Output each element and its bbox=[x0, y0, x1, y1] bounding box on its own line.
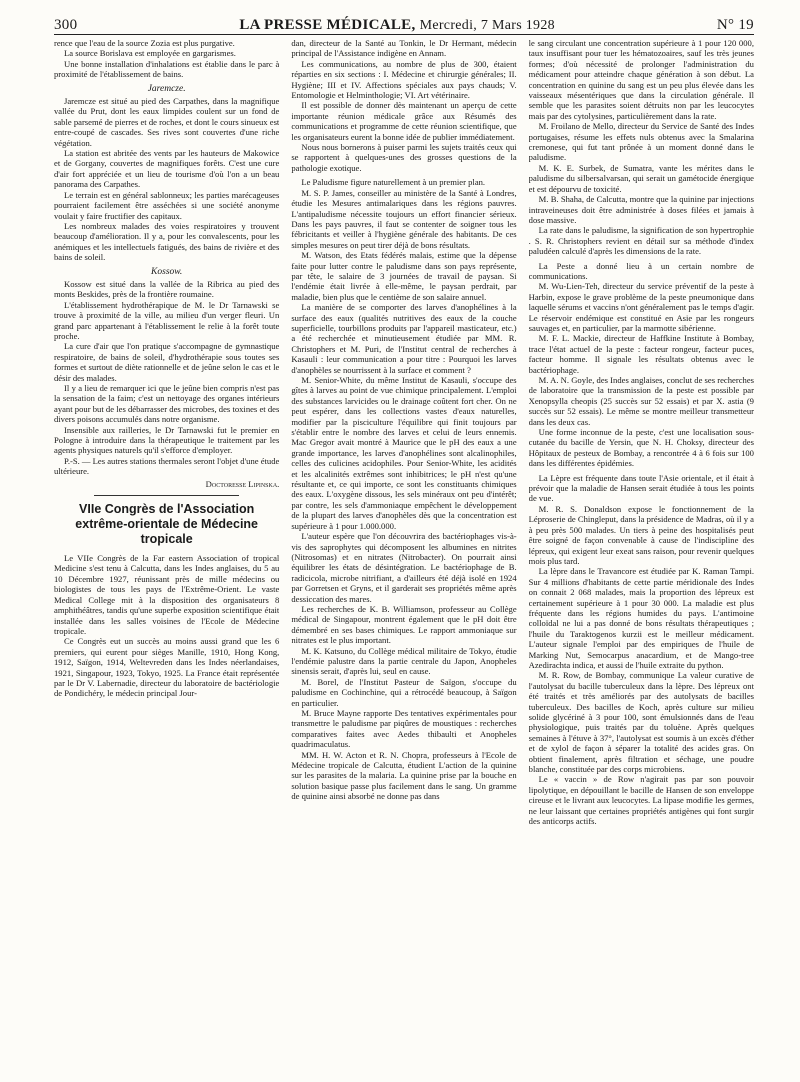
section-heading-jaremcze: Jaremcze. bbox=[147, 83, 186, 94]
paragraph: Le « vaccin » de Row n'agirait pas par son pouvoir lipolytique, en dépouillant le bacille de Hansen de son enveloppe cireuse et le livrant aux leucocytes. La lipase modifie les germes, ne leur laissant que certaines propriétés antigènes qui font surgir des anticorps actifs. bbox=[528, 774, 754, 827]
column-right bbox=[529, 38, 754, 1074]
page-number: 300 bbox=[54, 17, 78, 33]
paragraph: Nous nous bornerons à puiser parmi les sujets traités ceux qui se rapportent à quelques-unes des grosses questions de la pathologie exotique. bbox=[291, 142, 517, 173]
paragraph: La lèpre dans le Travancore est étudiée par K. Raman Tampi. Sur 4 millions d'habitants de cette partie méridionale des Indes on connait 2 068 malades, mais la proportion des lépreux est certainement supérieure à 1 pour 30 000. La maladie est plus fréquente dans les régions humides du pays. L'antimoine colloïdal ne lui a pas donné de bons résultats thérapeutiques ; l'huile du Taraktogenos kurzii est le meilleur médicament. L'auteur signale l'emploi par des empiriques de l'huile de Marking Nut, Semocarpus anacardium, et de Mango-tree Azedirachta indica, et aussi de l'huile extraite du python. bbox=[528, 566, 754, 670]
column-left bbox=[54, 38, 279, 1074]
paragraph: M. R. Row, de Bombay, communique La valeur curative de l'autolysat du bacille tuberculeux dans la lèpre. Des lépreux ont été traités et très améliorés par des autolysats de bacilles tuberculeux. Des bacilles de Koch, après culture sur milieu solide glycériné à 3 pour 100, sont émulsionnés dans de l'eau physiologique, puis traités par du toluène. Après quelques semaines à l'étuve à 37°, l'autolysat est soumis à un excès d'éther et de xylol de façon à séparer la totalité des acides gras. On obtient finalement, après filtration et séchage, une poudre blanche, constituée par des corps microbiens. bbox=[528, 670, 754, 775]
paragraph: Ce Congrès eut un succès au moins aussi grand que les 6 premiers, qui eurent pour sièges Manille, 1910, Hong Kong, 1912, Saïgon, 1914, Weltevreden dans les Indes néerlandaises, 1921, Singapour, 1923, Tokyo, 1925. La France était représentée par le Dr V. Labernadie, directeur du laboratoire de bactériologie de Pondichéry, le médecin principal Jour- bbox=[54, 636, 280, 699]
paragraph: La Peste a donné lieu à un certain nombre de communications. bbox=[528, 260, 754, 281]
paragraph: L'établissement hydrothérapique de M. le Dr Tarnawski se trouve à proximité de la ville, au milieu d'un verger fleuri. Un grand parc appartenant à l'établissement le relie à la forêt toute proche. bbox=[54, 299, 280, 341]
paragraph: le sang circulant une concentration supérieure à 1 pour 120 000, taux insuffisant pour tuer les hématozoaires, sauf les très jeunes formes; d'où nécessité de prolonger l'administration du médicament pour atteindre chaque génération à son début. La concentration en quinine du sang est un peu plus élevée dans les vaisseaux mésentériques que dans la circulation générale. Il semble que les parasites soient détruits non par les leucocytes mais par des cytolysines, particulièrement dans la rate. bbox=[528, 38, 754, 121]
paragraph: Le Paludisme figure naturellement à un premier plan. bbox=[301, 177, 486, 188]
paragraph: rence que l'eau de la source Zozia est plus purgative. bbox=[54, 38, 235, 48]
paragraph: M. A. N. Goyle, des Indes anglaises, conclut de ses recherches de laboratoire que la transmission de la peste est possible par Xenopsylla cheopis (25 succès sur 52 essais) et par X. astia (9 succès sur 52 essais). Le même se montre meilleur transmetteur dans les deux cas. bbox=[528, 375, 754, 427]
paragraph: M. Watson, des Etats fédérés malais, estime que la dépense faite pour lutter contre le paludisme dans son pays représente, par tête, le salaire de 3 journées de travail de paysan. Si l'endémie était livrée à elle-même, le paysan perdrait, par maladie, bien plus que le centième de son salaire annuel. bbox=[291, 250, 517, 302]
paragraph: Kossow est situé dans la vallée de la Ribrica au pied des monts Beskides, près de la frontière roumaine. bbox=[54, 278, 280, 300]
paragraph: Les nombreux malades des voies respiratoires y trouvent beaucoup d'amélioration. Il y a, pour les convalescents, pour les anémiques et les intellectuels fatigués, des bains de rivière et des bains de soleil. bbox=[54, 220, 280, 263]
article-columns bbox=[54, 38, 754, 1074]
running-header bbox=[54, 12, 754, 35]
paragraph: Le terrain est en général sablonneux; les parties marécageuses pourraient facilement être asséchées si une société anonyme voulait y faire fructifier des capitaux. bbox=[54, 189, 280, 221]
postscript: P.-S. — Les autres stations thermales seront l'objet d'une étude ultérieure. bbox=[54, 455, 280, 477]
paragraph: M. Borel, de l'Institut Pasteur de Saïgon, s'occupe du paludisme en Cochinchine, qui a rétrocédé beaucoup, à Saïgon en particulier. bbox=[291, 676, 517, 708]
paragraph: M. Wu-Lien-Teh, directeur du service préventif de la peste à Harbin, expose le grave problème de la peste pneumonique dans laquelle sérums et vaccins n'ont généralement pas le temps d'agir. Le réservoir endémique est constitué en Asie par les rongeurs sauvages et, en particulier, par la marmotte sibérienne. bbox=[528, 281, 754, 333]
congress-title: VIIe Congrès de l'Association extrême-orientale de Médecine tropicale bbox=[75, 502, 259, 547]
paragraph: M. F. L. Mackie, directeur de Haffkine Institute à Bombay, trace l'état actuel de la peste : facteur rongeur, facteur puces, facteur homme. Il signale les résultats obtenus avec le bactériophage. bbox=[528, 333, 754, 375]
author-signature: Doctoresse Lipinska. bbox=[205, 478, 280, 489]
paragraph: La source Borislava est employée en gargarismes. bbox=[64, 48, 236, 59]
paragraph: Une bonne installation d'inhalations est établie dans le parc à proximité de l'établissement de bains. bbox=[54, 58, 280, 80]
paragraph: Les communications, au nombre de plus de 300, étaient réparties en six sections : I. Médecine et chirurgie générales; II. Hygiène; III et IV. Affections spéciales aux pays chauds; V. Entomologie et Helminthologie; VI. Art vétérinaire. bbox=[291, 58, 517, 101]
section-divider bbox=[94, 495, 239, 496]
paragraph: M. Froilano de Mello, directeur du Service de Santé des Indes portugaises, résume les effets nuls obtenus avec la Smalarina cremonese, qui fut tant prônée à un moment donné dans le paludisme. bbox=[528, 121, 754, 163]
paragraph: M. K. Katsuno, du Collège médical militaire de Tokyo, étudie l'endémie palustre dans la partie centrale du Japon, Anopheles sinensis serait, d'après lui, seul en cause. bbox=[291, 645, 517, 677]
journal-name: LA PRESSE MÉDICALE, bbox=[239, 17, 416, 33]
paragraph: La manière de se comporter des larves d'anophélines à la surface des eaux (qualités nutritives des eaux de la couche superficielle, tourbillons produits par l'appareil masticateur, etc.) a été recherchée et minutieusement étudiée par MM. R. Christophers et M. Puri, de l'Institut central de recherches à Kasauli : leur communication a pour titre : Pourquoi les larves d'anophèles se nourrissent à la surface et comment ? bbox=[291, 302, 517, 375]
paragraph: M. K. E. Surbek, de Sumatra, vante les mérites dans le paludisme du silbersalvarsan, qui serait un gamétocide énergique et est dépourvu de toxicité. bbox=[528, 162, 754, 194]
paragraph: La cure d'air que l'on pratique s'accompagne de gymnastique respiratoire, de bains de soleil, d'hydrothérapie sous toutes ses formes et surtout de diète rationnelle et de jeûne selon le cas et le désir des malades. bbox=[54, 341, 280, 383]
paragraph: Une forme inconnue de la peste, c'est une localisation sous-cutanée du bacille de Yersin, que N. H. Choksy, directeur des Hôpitaux de pesteux de Bombay, a rencontrée 4 à 6 fois sur 100 dans les différentes épidémies. bbox=[528, 427, 754, 469]
paragraph: Il est possible de donner dès maintenant un aperçu de cette importante réunion médicale grâce aux Résumés des communications et programme de cette réunion scientifique, que les organisateurs eurent la bonne idée de publier immédiatement. bbox=[291, 100, 517, 142]
column-middle bbox=[291, 38, 516, 1074]
paragraph: La Lèpre est fréquente dans toute l'Asie orientale, et il était à prévoir que la maladie de Hansen serait étudiée à tous les points de vue. bbox=[528, 472, 754, 504]
paragraph: Les recherches de K. B. Williamson, professeur au Collège médical de Singapour, montrent également que le pH doit être démembré en ses bases chimiques. Le rapport ammoniaque sur nitrates est le plus important. bbox=[291, 603, 517, 646]
issue-date: Mercredi, 7 Mars 1928 bbox=[419, 18, 555, 33]
paragraph: Insensible aux railleries, le Dr Tarnawski fut le premier en Pologne à introduire dans la thérapeutique le traitement par les agents physiques naturels qu'il s'efforce d'employer. bbox=[54, 424, 280, 456]
paragraph: M. R. S. Donaldson expose le fonctionnement de la Léproserie de Chingleput, dans la présidence de Madras, où il y a à peu près 500 malades. Un tiers à peine des hospitalisés peut être soigné de façon convenable à cause de l'indiscipline des lépreux, qui exigent leur exeat sans raison, pour revenir quelques mois plus tard. bbox=[528, 503, 754, 566]
journal-title bbox=[239, 17, 555, 34]
issue-number: N° 19 bbox=[716, 17, 754, 33]
paragraph: MM. H. W. Acton et R. N. Chopra, professeurs à l'Ecole de Médecine tropicale de Calcutta, étudient L'action de la quinine sur les parasites de la malaria. La quinine prise par la bouche en solution basique passe plus facilement dans le sang. Un gramme de quinine ainsi absorbé ne donne pas dans bbox=[291, 749, 517, 802]
section-heading-kossow: Kossow. bbox=[151, 266, 183, 277]
paragraph: M. B. Shaha, de Calcutta, montre que la quinine par injections intraveineuses doit être administrée à doses filées et jamais à dose massive. bbox=[528, 194, 754, 225]
paragraph: M. S. P. James, conseiller au ministère de la Santé à Londres, étudie les Mesures antimalariques dans les régions pauvres. L'antipaludisme nécessite toujours un effort financier sérieux. Dans les pays pauvres, il faut se contenter de soigner tous les fébricitants et veiller à l'hygiène générale des habitants. De ces simples mesures on peut tirer déjà de bons résultats. bbox=[291, 187, 517, 250]
paragraph: La rate dans le paludisme, la signification de son hypertrophie . S. R. Christophers revient en détail sur sa méthode d'index paludéen calculé d'après les dimensions de la rate. bbox=[528, 225, 754, 257]
paragraph: La station est abritée des vents par les hauteurs de Makowice et de Gorgany, couvertes de magnifiques forêts. C'est une cure d'air fort appréciée et un lieu de tourisme d'où l'on a un beau panorama des Carpathes. bbox=[54, 148, 280, 190]
paragraph: dan, directeur de la Santé au Tonkin, le Dr Hermant, médecin principal de l'Assistance indigène en Annam. bbox=[291, 38, 517, 59]
paragraph: Il y a lieu de remarquer ici que le jeûne bien compris n'est pas la sensation de la faim; c'est un nettoyage des organes intérieurs ayant pour but de les débarrasser des microbes, des toxines et des divers poisons accumulés dans notre organisme. bbox=[54, 383, 280, 425]
paragraph: M. Senior-White, du même Institut de Kasauli, s'occupe des gîtes à larves au point de vue chimique principalement. L'emploi des substances larvicides ou le drainage coûtent fort cher. On ne peut espérer, dans les collections vastes d'eaux naturelles, modifier par la pisciculture l'équilibre qui finit toujours par s'établir entre le nombre des larves et celui de leurs ennemis. Mac Gregor avait montré à Maurice que le pH des eaux a une grande importance, les larves d'anophélines sont alcalinophiles, celles des culicines acidophiles. Pour Senior-White, les acidités et les alcalinités extrêmes sont inhibitrices; le pH n'est qu'une résultante et, ce qui importe, ce sont les constituants chimiques des eaux. L'oxygène dissous, les sels minéraux ont peu d'intérêt; par contre, les sels d'ammoniaque empêchent le développement de la plupart des larves d'anophèles dès que la concentration est supérieure à 1 pour 1.000.000. bbox=[291, 375, 517, 531]
paragraph: Jaremcze est situé au pied des Carpathes, dans la magnifique vallée du Prut, dont les eaux limpides coulent sur un fond de sable parsemé de pierres et de roches, et dont le cours sinueux est entre-coupé de cascades. Ses rives sont couvertes d'une riche végétation. bbox=[54, 96, 280, 148]
paragraph: L'auteur espère que l'on découvrira des bactériophages vis-à-vis des saprophytes qui décomposent les albumines en nitrites (Nitrosomas) et en nitrates (Nitrobacter). On pourrait ainsi équilibrer les états de désintégration. Le bactériophage de B. radicicola, microbe nitrifiant, a d'ailleurs été déjà isolé en 1924 par Gorretsen et Gryns, et il garderait ses propriétés même après dessiccation des mares. bbox=[291, 531, 517, 604]
paragraph: M. Bruce Mayne rapporte Des tentatives expérimentales pour transmettre le paludisme par piqûres de moustiques : recherches comparatives faites avec Aedes thibaulti et Anopheles quadrimaculatus. bbox=[291, 708, 517, 750]
paragraph: Le VIIe Congrès de la Far eastern Association of tropical Medicine s'est tenu à Calcutta, dans les Indes anglaises, du 5 au 10 Décembre 1927, réunissant près de mille médecins ou biologistes de tous les pays de l'Extrême-Orient. Le vaste Medical College mit à la disposition des organisateurs 8 amphithéâtres, tandis qu'une superbe exposition scientifique était installée dans les salles voisines de l'Ecole de Médecine tropicale. bbox=[54, 553, 280, 636]
